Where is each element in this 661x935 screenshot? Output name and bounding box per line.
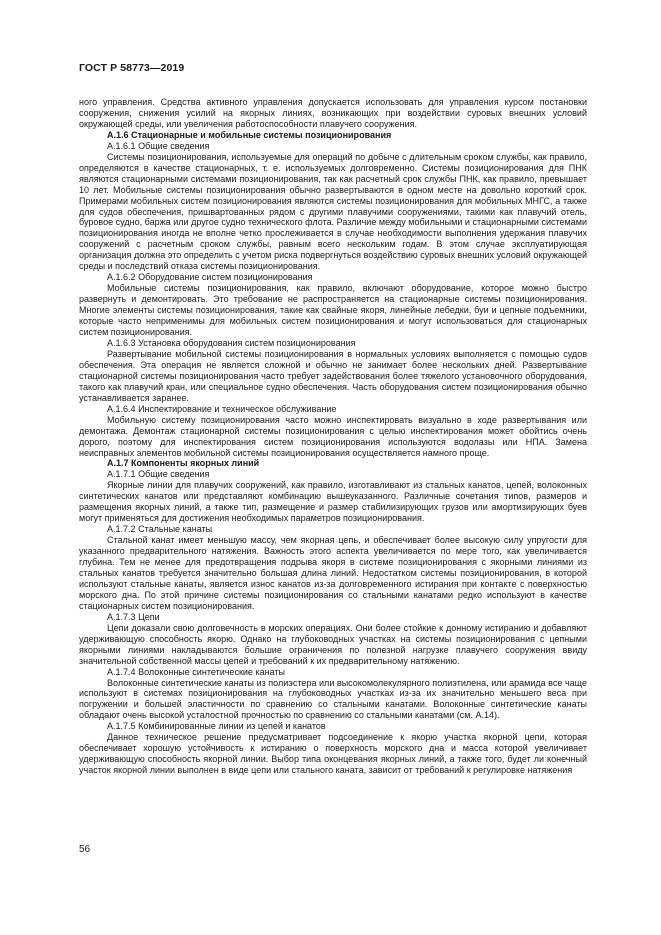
body-paragraph: Волоконные синтетические канаты из полиэстера или высокомолекулярного полиэтилена, или арамида все чаще используют в системах позиционирования на глубоководных участках из-за их значительно меньшего веса при погружении и большей эластичности по сравнению со стальными канатами. Волоконные синтетические канаты обладают очень высокой усталостной прочностью по сравнению со стальными канатами (см. А.14). <box>79 677 587 721</box>
subsection-heading: А.1.7.2 Стальные канаты <box>107 524 213 535</box>
subsection-heading: А.1.6.2 Оборудование систем позиционирования <box>107 272 313 283</box>
subsection-heading: А.1.7.4 Волоконные синтетические канаты <box>107 666 286 677</box>
subsection-heading: А.1.7.5 Комбинированные линии из цепей и канатов <box>107 721 326 732</box>
section-heading: А.1.7 Компоненты якорных линий <box>107 458 260 469</box>
subsection-heading: А.1.6.4 Инспектирование и техническое обслуживание <box>107 403 337 414</box>
document-body <box>79 97 587 776</box>
body-paragraph: Мобильную систему позиционирования часто можно инспектировать визуально в ходе развертывания или демонтажа. Демонтаж стационарной системы позиционирования с целью инспектирования может обойтись очень дорого, поэтому для инспектирования систем позиционирования используются водолазы или НПА. Замена неисправных элементов мобильной системы позиционирования осуществляется намного проще. <box>79 414 587 458</box>
subsection-heading: А.1.7.3 Цепи <box>107 611 160 622</box>
body-paragraph: Развертывание мобильной системы позиционирования в нормальных условиях выполняется с помощью судов обеспечения. Эта операция не является сложной и обычно не занимает более нескольких дней. Развертывание стационарной системы позиционирования часто требует задействования более тяжелого установочного оборудования, такого как плавучий кран, или специальное судно обеспечения. Часть оборудования систем позиционирования обычно устанавливается заранее. <box>79 348 587 403</box>
section-heading: А.1.6 Стационарные и мобильные системы позиционирования <box>107 129 392 140</box>
body-paragraph: ного управления. Средства активного управления допускается использовать для управления курсом постановки сооружения, снижения усилий на якорных линиях, возникающих при воздействии суровых внешних условий окружающей среды, или увеличения работоспособности плавучего сооружения. <box>79 97 587 129</box>
page-number: 56 <box>79 844 91 855</box>
body-paragraph: Якорные линии для плавучих сооружений, как правило, изготавливают из стальных канатов, цепей, волоконных синтетических канатов или представляют комбинацию вышеуказанного. Различные сочетания типов, размеров и размещения якорных линий, а также тип, размещение и размер стабилизирующих грузов или амортизирующих буев могут применяться для достижения необходимых параметров позиционирования. <box>79 480 587 524</box>
body-paragraph: Данное техническое решение предусматривает подсоединение к якорю участка якорной цепи, которая обеспечивает хорошую устойчивость к истиранию о поверхность морского дна и масса которой увеличивает удерживающую способность якорной линии. Выбор типа оконцевания якорных линий, а также того, будет ли конечный участок якорной линии выполнен в виде цепи или стального каната, зависит от требований к регулировке натяжения <box>79 732 587 776</box>
body-paragraph: Мобильные системы позиционирования, как правило, включают оборудование, которое можно быстро развернуть и демонтировать. Это требование не распространяется на стационарные системы позиционирования. Многие элементы системы позиционирования, такие как свайные якоря, линейные лебедки, буи и цепные подъемники, которые часто неприменимы для мобильных систем позиционирования и могут использоваться для стационарных систем позиционирования. <box>79 283 587 338</box>
body-paragraph: Системы позиционирования, используемые для операций по добыче с длительным сроком службы, как правило, определяются в качестве стационарных, т. е. используемых долговременно. Системы позиционирования для ПНК являются стационарными системами позиционирования, так как расчетный срок службы ПНК, как правило, превышает 10 лет. Мобильные системы позиционирования обычно развертываются в одном месте на довольно короткий срок. Примерами мобильных систем позиционирования являются системы позиционирования для мобильных МНГС, а также для судов обеспечения, пришвартованных рядом с другими плавучими сооружениями, такими как плавучий отель, буровое судно, баржа или другое судно технического флота. Различие между мобильными и стационарными системами позиционирования иногда не вполне четко прослеживается в случае необходимости выполнения удержания плавучих сооружений с расчетным сроком службы, равным всего нескольким годам. В этом случае эксплуатирующая организация должна это определить с учетом риска подвергнуться воздействию суровых внешних условий окружающей среды и последствий отказа системы позиционирования. <box>79 151 587 272</box>
subsection-heading: А.1.6.1 Общие сведения <box>107 140 210 151</box>
subsection-heading: А.1.7.1 Общие сведения <box>107 469 210 480</box>
body-paragraph: Цепи доказали свою долговечность в морских операциях. Они более стойкие к донному истиранию и добавляют удерживающую способность якорю. Однако на глубоководных участках на системы позиционирования с цепными якорными линиями накладываются большие ограничения по полезной нагрузке плавучего сооружения ввиду значительной собственной массы цепей и требований к их предварительному натяжению. <box>79 622 587 666</box>
body-paragraph: Стальной канат имеет меньшую массу, чем якорная цепь, и обеспечивает более высокую силу упругости для указанного предварительного натяжения. Важность этого аспекта увеличивается по мере того, как увеличивается глубина. Тем не менее для предотвращения подрыва якоря в системе позиционирования с якорными линиями из стальных канатов требуется значительно большая длина линий. Недостатком системы позиционирования, в которой используют стальные канаты, является износ канатов из-за долговременного истирания при контакте с поверхностью морского дна. По этой причине системы позиционирования со стальными канатами редко используют в качестве стационарных систем позиционирования. <box>79 535 587 611</box>
document-header: ГОСТ Р 58773—2019 <box>79 62 185 74</box>
subsection-heading: А.1.6.3 Установка оборудования систем позиционирования <box>107 337 356 348</box>
